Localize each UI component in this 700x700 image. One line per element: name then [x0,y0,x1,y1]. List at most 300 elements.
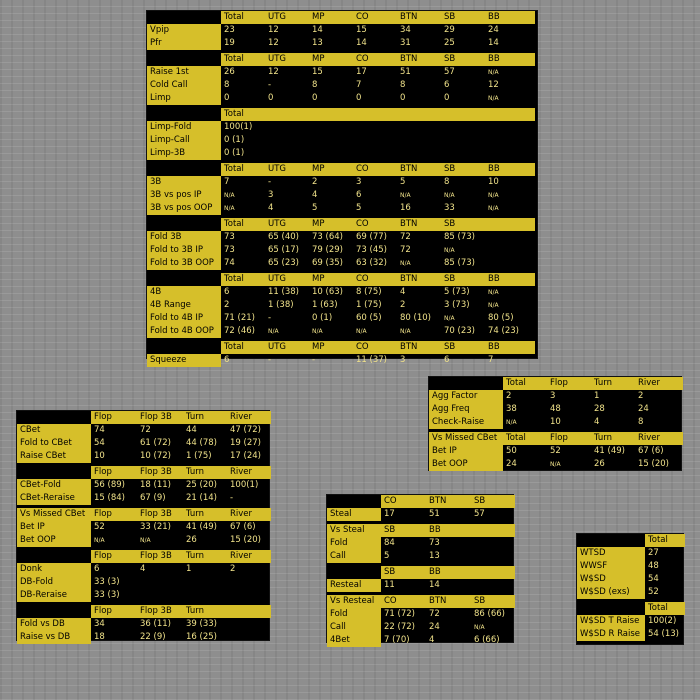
stat-value: 69 (77) [356,232,387,243]
stat-value [227,589,271,602]
row-label: Bet OOP [17,534,91,547]
table-row [327,621,513,634]
preflop-stats-panel [146,10,538,366]
section-title: Vs Steal [327,524,381,537]
section-title [147,273,221,286]
section-divider [327,647,513,650]
column-header: River [227,411,271,424]
table-row [147,299,537,312]
stat-value: 3 [550,391,556,402]
column-header: Total [221,341,265,354]
stat-value [265,121,309,134]
stat-value: 6 [94,564,100,575]
stat-value: N/A [312,327,323,335]
stat-value: 3 (73) [444,300,470,311]
section-header [147,108,537,121]
row-label: W$SD T Raise [577,615,645,628]
table-row [17,424,269,437]
column-header: UTG [265,11,309,24]
column-header: Total [645,534,685,547]
stat-value: N/A [400,259,411,267]
table-row [147,257,537,270]
column-header: Total [221,53,265,66]
stat-value: 44 [186,425,197,436]
column-header [485,108,535,121]
table-row [17,618,269,631]
section-title [327,566,381,579]
column-header [265,108,309,121]
stat-value [137,576,183,589]
stat-value: - [268,355,272,366]
stat-value: 100(2) [648,616,677,627]
column-header: Flop 3B [137,466,183,479]
row-label: Limp-Fold [147,121,221,134]
row-label: Bet OOP [429,458,503,471]
stat-value: N/A [224,204,235,212]
column-header: Total [503,377,547,390]
stat-value: 17 [356,67,367,78]
stat-value: 23 [224,25,235,36]
table-row [17,589,269,602]
column-header: BTN [397,273,441,286]
cbet-stats-table [17,411,269,647]
stat-value [353,121,397,134]
column-header: BB [485,341,535,354]
stat-value: 19 (27) [230,438,261,449]
stat-value: 29 [444,25,455,36]
stat-value: 65 (23) [268,258,299,269]
section-header [17,411,269,424]
stat-value: 19 [224,38,235,49]
row-label: Call [327,621,381,634]
table-row [17,492,269,505]
table-row [147,202,537,215]
stat-value: 79 (29) [312,245,343,256]
stat-value: N/A [356,327,367,335]
column-header: River [635,432,683,445]
table-row [147,189,537,202]
table-row [147,325,537,338]
column-header: SB [381,524,426,537]
column-header: Flop [91,605,137,618]
table-row [147,286,537,299]
column-header: Flop [91,550,137,563]
stat-value: N/A [224,191,235,199]
column-header: SB [441,53,485,66]
section-header [327,566,513,579]
row-label: Agg Factor [429,390,503,403]
stat-value: 3 [400,355,406,366]
stat-value: 63 (32) [356,258,387,269]
row-label: Fold [327,537,381,550]
section-header [577,534,683,547]
stat-value: 71 (21) [224,313,255,324]
stat-value: 85 (73) [444,232,475,243]
stat-value: 39 (33) [186,619,217,630]
section-header [147,341,537,354]
row-label: Check-Raise [429,416,503,429]
section-title [147,163,221,176]
section-title [429,377,503,390]
stat-value: 28 [594,404,605,415]
section-divider [429,471,681,474]
section-title [327,495,381,508]
row-label: Donk [17,563,91,576]
row-label: W$SD [577,573,645,586]
stat-value [485,244,535,257]
stat-value [441,147,485,160]
table-row [327,634,513,647]
stat-value: 100(1) [224,122,253,133]
column-header: BB [485,53,535,66]
table-row [327,508,513,521]
stat-value: 12 [488,80,499,91]
column-header: MP [309,163,353,176]
stat-value [485,121,535,134]
stat-value: 16 [400,203,411,214]
stat-value: 60 (5) [356,313,382,324]
stat-value: 67 (9) [140,493,166,504]
stat-value: 31 [400,38,411,49]
stat-value: - [268,313,272,324]
stat-value: 11 [384,580,395,591]
stat-value: 0 [312,93,318,104]
stat-value: 72 (46) [224,326,255,337]
stat-value [137,589,183,602]
stat-value [227,576,271,589]
stat-value: 1 [186,564,192,575]
stat-value: 24 [429,622,440,633]
column-header: BB [426,566,471,579]
stat-value: - [230,493,234,504]
stat-value: 7 (70) [384,635,410,646]
stat-value: 26 [224,67,235,78]
column-header: BB [485,11,535,24]
section-header [429,432,681,445]
stat-value: 2 [230,564,236,575]
column-header: CO [353,163,397,176]
stat-value: 8 [400,80,406,91]
stat-value: 67 (6) [638,446,664,457]
stat-value: 10 [488,177,499,188]
table-row [147,134,537,147]
table-row [147,92,537,105]
section-header [147,11,537,24]
section-header [147,218,537,231]
stat-value: 0 (1) [224,135,245,146]
stat-value: 41 (49) [594,446,625,457]
column-header: Flop [547,377,591,390]
column-header: Total [645,602,685,615]
column-header: Total [221,273,265,286]
stat-value: 41 (49) [186,522,217,533]
section-divider [147,367,537,370]
stat-value: 57 [474,509,485,520]
stat-value: 15 (20) [638,459,669,470]
stat-value: 33 (3) [94,590,120,601]
stat-value: 70 (23) [444,326,475,337]
table-row [577,573,683,586]
stat-value: 8 [312,80,318,91]
table-row [147,244,537,257]
column-header: BB [485,163,535,176]
table-row [147,354,537,367]
stat-value: 52 [648,587,659,598]
stat-value: 3 [268,190,274,201]
row-label: Pfr [147,37,221,50]
stat-value: 72 [400,245,411,256]
stat-value: 73 [429,538,440,549]
stat-value: N/A [488,301,499,309]
table-row [147,66,537,79]
stat-value: 4 [429,635,435,646]
preflop-stats-table [147,11,537,370]
section-divider [577,641,683,644]
stat-value: N/A [444,314,455,322]
stat-value: 6 [444,355,450,366]
stat-value: 17 (24) [230,451,261,462]
cbet-stats-panel [16,410,270,641]
stat-value: 8 [444,177,450,188]
section-header [17,605,269,618]
table-row [429,445,681,458]
stat-value: 22 (72) [384,622,415,633]
table-row [327,608,513,621]
column-header: Total [221,163,265,176]
table-row [147,79,537,92]
row-label: DB-Fold [17,576,91,589]
stat-value [485,231,535,244]
row-label: Fold to CBet [17,437,91,450]
column-header: BTN [426,595,471,608]
stat-value: 4 [268,203,274,214]
row-label: 3B vs pos IP [147,189,221,202]
column-header: CO [353,341,397,354]
stat-value: 14 [488,38,499,49]
row-label: Fold to 3B IP [147,244,221,257]
stat-value [485,147,535,160]
table-row [17,631,269,644]
section-header [327,524,513,537]
stat-value: 7 [356,80,362,91]
column-header: BTN [397,341,441,354]
table-row [577,586,683,599]
row-label: CBet-Reraise [17,492,91,505]
stat-value: 33 (3) [94,577,120,588]
stat-value: 52 [94,522,105,533]
stat-value: N/A [400,191,411,199]
row-label: Bet IP [429,445,503,458]
aggression-stats-table [429,377,681,474]
stat-value: N/A [550,460,561,468]
row-label: Call [327,550,381,563]
stat-value [227,618,271,631]
stat-value: N/A [444,246,455,254]
stat-value: 54 [648,574,659,585]
row-label: DB-Reraise [17,589,91,602]
row-label: CBet-Fold [17,479,91,492]
column-header: Turn [183,605,227,618]
stat-value: 12 [268,67,279,78]
stat-value: 18 (11) [140,480,171,491]
stat-value: 61 (72) [140,438,171,449]
stat-value: 8 [638,417,644,428]
stat-value: 14 [356,38,367,49]
stat-value: 5 [312,203,318,214]
column-header: UTG [265,341,309,354]
row-label: Limp-Call [147,134,221,147]
stat-value: 44 (78) [186,438,217,449]
table-row [147,231,537,244]
stat-value [309,147,353,160]
column-header: SB [441,273,485,286]
column-header: MP [309,218,353,231]
column-header: UTG [265,218,309,231]
stat-value: 51 [429,509,440,520]
column-header: River [227,508,271,521]
table-row [429,416,681,429]
stat-value: 12 [268,25,279,36]
table-row [147,37,537,50]
column-header [353,108,397,121]
section-header [17,466,269,479]
column-header: Flop [547,432,591,445]
stat-value [471,579,515,592]
row-label: Squeeze [147,354,221,367]
stat-value: 1 (38) [268,300,294,311]
column-header: SB [441,11,485,24]
stat-value: N/A [488,288,499,296]
stat-value: 50 [506,446,517,457]
stat-value: 56 (89) [94,480,125,491]
stat-value: N/A [506,418,517,426]
stat-value: 73 [224,232,235,243]
stat-value: 73 (64) [312,232,343,243]
column-header: CO [353,273,397,286]
stat-value: 80 (10) [400,313,431,324]
column-header [471,566,515,579]
column-header: Flop 3B [137,605,183,618]
stat-value: 71 (72) [384,609,415,620]
stat-value: 33 (21) [140,522,171,533]
stat-value: 15 (20) [230,535,261,546]
stat-value: 34 [400,25,411,36]
stat-value: 48 [648,561,659,572]
showdown-stats-table [577,534,683,644]
stat-value [353,147,397,160]
stat-value [397,147,441,160]
stat-value: 4 [140,564,146,575]
stat-value: 7 [224,177,230,188]
stat-value: 4 [594,417,600,428]
row-label: 4B Range [147,299,221,312]
stat-value: 4 [400,287,406,298]
stat-value [265,147,309,160]
section-header [429,377,681,390]
column-header: Total [503,432,547,445]
column-header: Turn [183,550,227,563]
stat-value: 8 [224,80,230,91]
stat-value: 52 [550,446,561,457]
table-row [17,479,269,492]
stat-value: 1 (75) [356,300,382,311]
section-title [17,466,91,479]
column-header: UTG [265,53,309,66]
column-header: Total [221,108,265,121]
row-label: Fold to 3B OOP [147,257,221,270]
stat-value: 72 [400,232,411,243]
row-label: WTSD [577,547,645,560]
section-header [327,595,513,608]
stat-value: N/A [268,327,279,335]
section-title: Vs Missed CBet [17,508,91,521]
section-title: Vs Resteal [327,595,381,608]
stat-value [485,134,535,147]
stat-value: 3 [356,177,362,188]
section-title [147,108,221,121]
stat-value [183,576,227,589]
row-label: Fold vs DB [17,618,91,631]
stat-value: 14 [429,580,440,591]
row-label: Steal [327,508,381,521]
table-row [577,560,683,573]
stat-value: 86 (66) [474,609,505,620]
stat-value: N/A [400,327,411,335]
column-header: MP [309,273,353,286]
column-header: River [635,377,683,390]
column-header: Turn [183,466,227,479]
table-row [429,458,681,471]
column-header: Flop [91,466,137,479]
stat-value: 72 [140,425,151,436]
stat-value [441,134,485,147]
stat-value: 4 [312,190,318,201]
table-row [429,403,681,416]
stat-value: 74 [224,258,235,269]
column-header: Flop 3B [137,508,183,521]
table-row [327,550,513,563]
stat-value [441,121,485,134]
stat-value: - [268,177,272,188]
stat-value: 57 [444,67,455,78]
stat-value: N/A [488,68,499,76]
column-header: CO [353,53,397,66]
stat-value: 54 (13) [648,629,679,640]
stat-value [309,121,353,134]
column-header: MP [309,11,353,24]
table-row [577,615,683,628]
column-header: Flop 3B [137,411,183,424]
section-title [577,534,645,547]
column-header [471,524,515,537]
column-header [485,218,535,231]
column-header: UTG [265,273,309,286]
stat-value: 1 (63) [312,300,338,311]
stat-value: 15 [312,67,323,78]
row-label: Bet IP [17,521,91,534]
steal-stats-panel [326,494,514,646]
column-header: CO [353,218,397,231]
stat-value: 2 [506,391,512,402]
stat-value: 24 [488,25,499,36]
stat-value: 74 (23) [488,326,519,337]
stat-value: 73 (45) [356,245,387,256]
column-header: UTG [265,163,309,176]
stat-value: 5 [356,203,362,214]
column-header: Flop 3B [137,550,183,563]
stat-value: 5 [400,177,406,188]
stat-value: 51 [400,67,411,78]
